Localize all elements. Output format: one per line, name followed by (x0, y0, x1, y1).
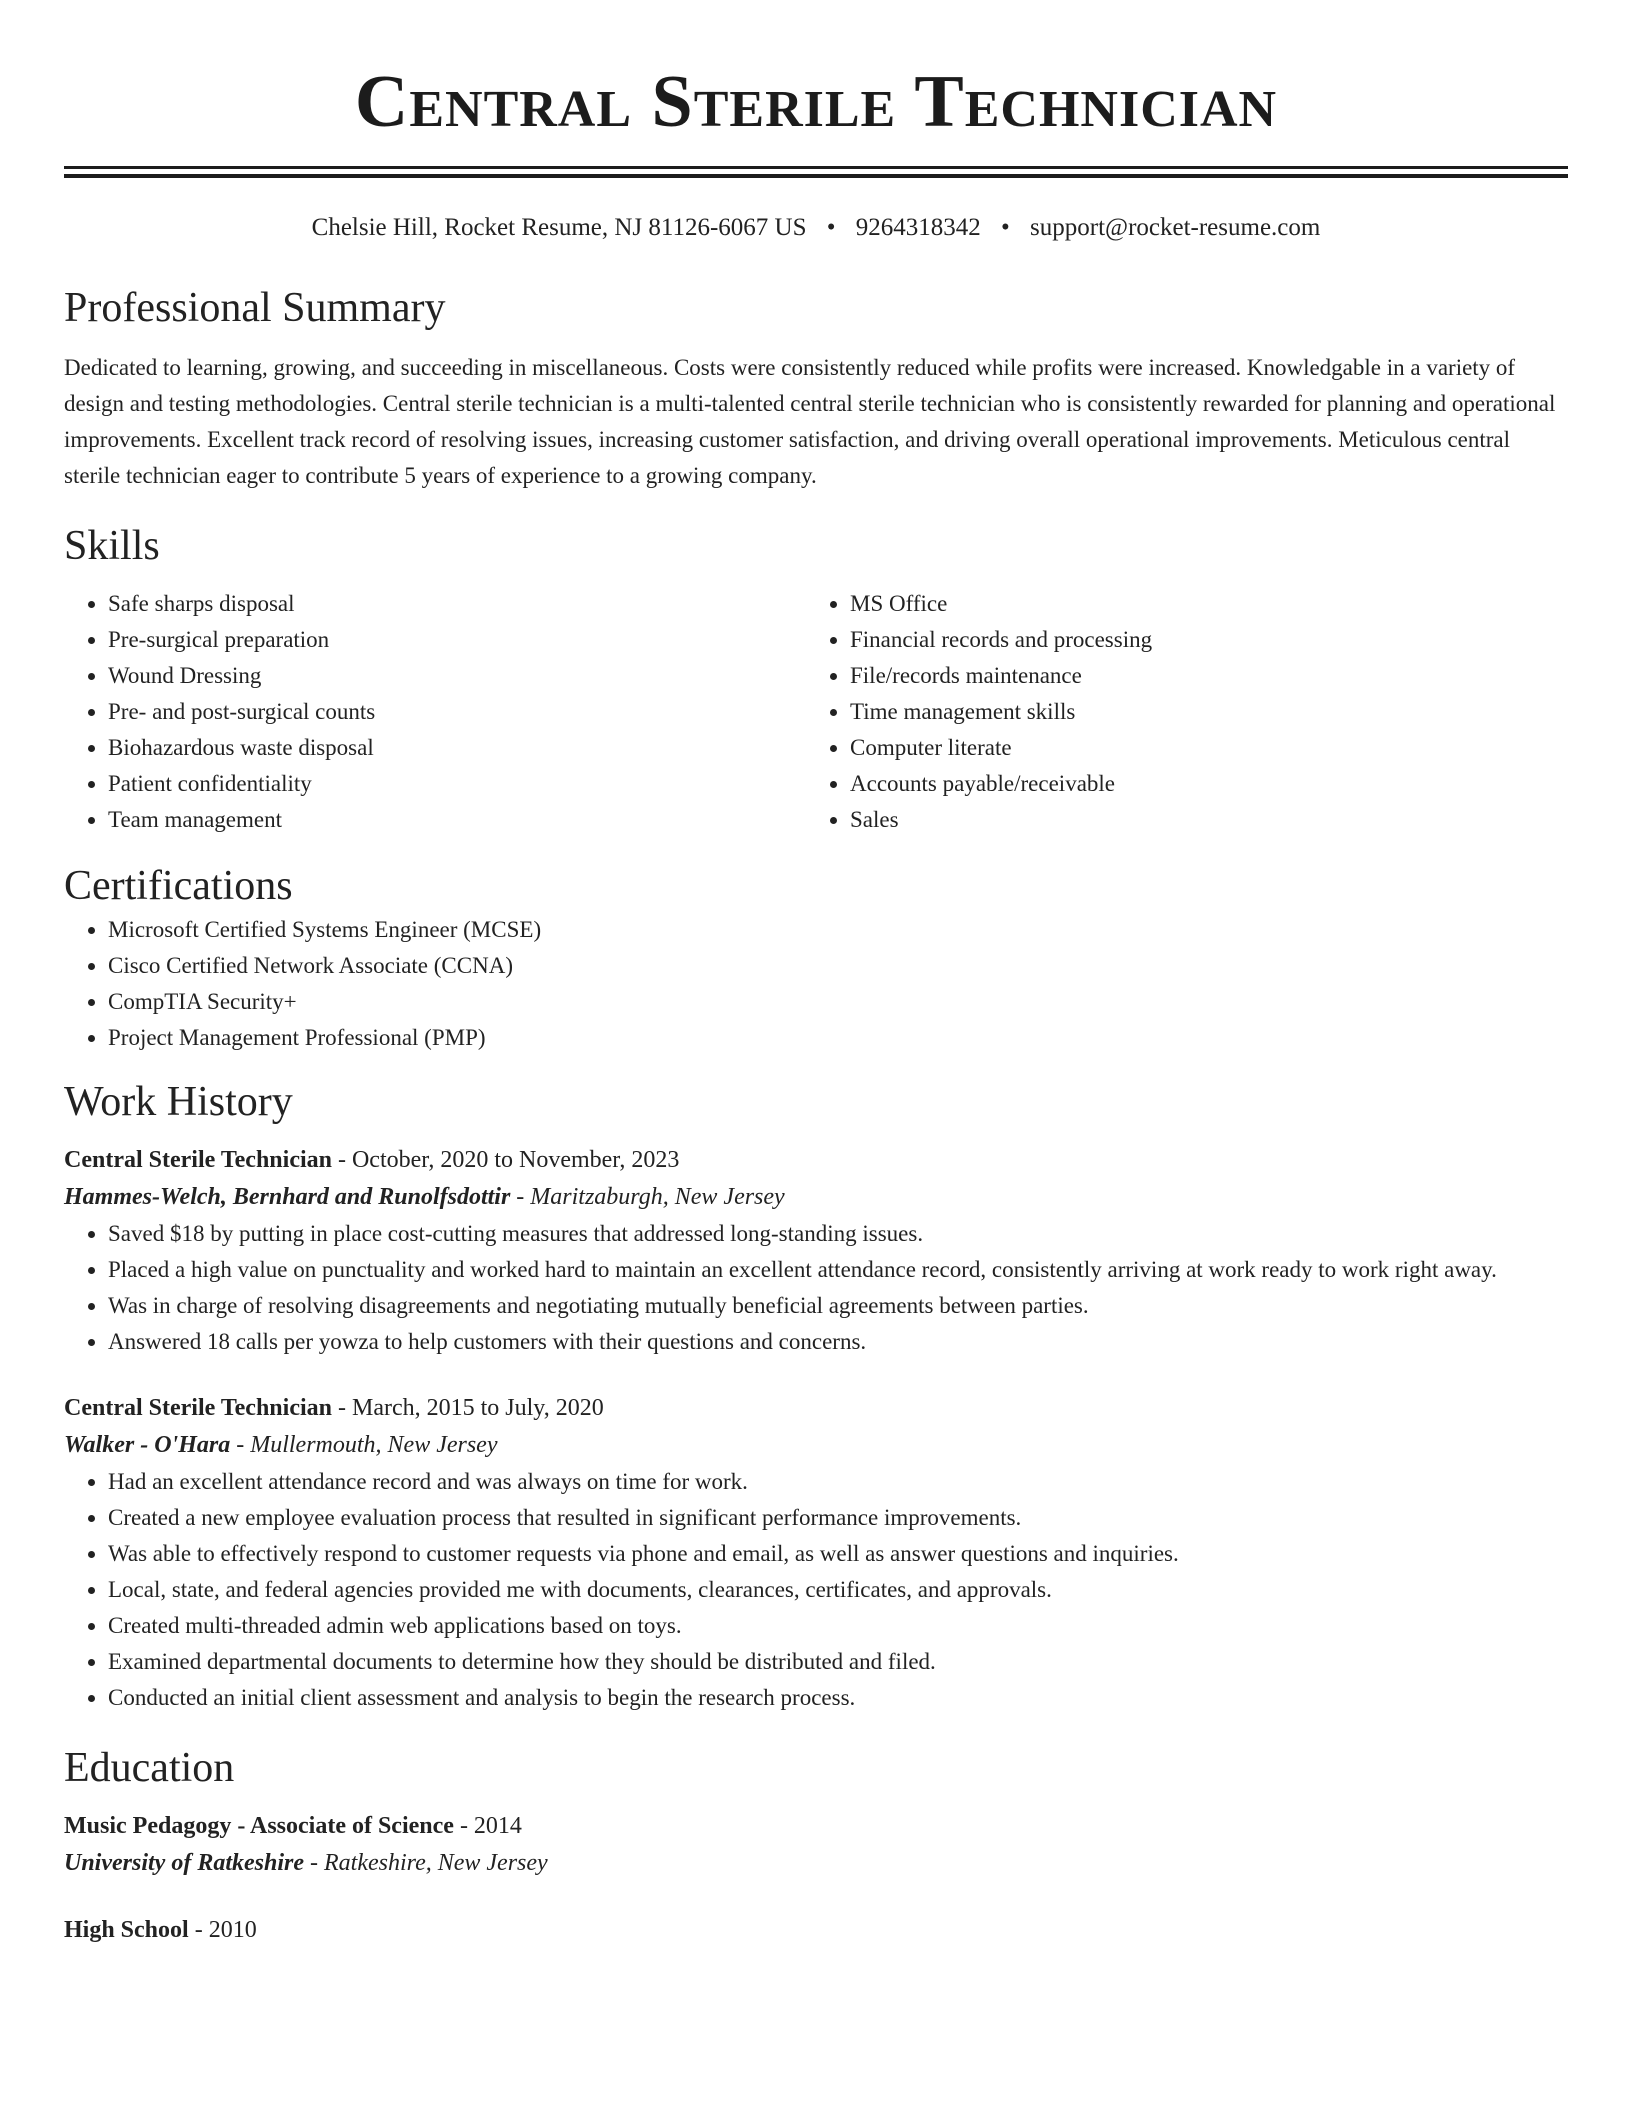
summary-heading: Professional Summary (64, 285, 446, 331)
skill-item: • Sales (850, 802, 1548, 838)
job-entry (64, 1390, 1568, 1716)
job-bullet: • Had an excellent attendance record and was always on time for work. (108, 1464, 1568, 1500)
job-bullet: • Local, state, and federal agencies provided me with documents, clearances, certificates, and approvals. (108, 1572, 1568, 1608)
education-school-line (64, 1844, 1568, 1882)
skill-item: • Safe sharps disposal (108, 586, 806, 622)
skill-item: • MS Office (850, 586, 1548, 622)
skills-heading: Skills (64, 523, 160, 569)
skills-list-left (64, 586, 806, 838)
education-entry (64, 1912, 1568, 1948)
skills-section (64, 520, 1568, 838)
job-bullet: • Examined departmental documents to determine how they should be distributed and filed. (108, 1644, 1568, 1680)
skill-item: • Biohazardous waste disposal (108, 730, 806, 766)
contact-phone: 9264318342 (855, 214, 981, 241)
certification-item: • Cisco Certified Network Associate (CCNA) (108, 948, 1568, 984)
skills-column-left (64, 586, 806, 838)
certifications-section (64, 860, 1568, 1056)
job-company: Walker - O'Hara (64, 1432, 231, 1458)
skill-item: • File/records maintenance (850, 658, 1548, 694)
certifications-heading: Certifications (64, 863, 293, 909)
job-company: Hammes-Welch, Bernhard and Runolfsdottir (64, 1184, 511, 1210)
skill-item: • Time management skills (850, 694, 1548, 730)
certification-item: • Microsoft Certified Systems Engineer (MCSE) (108, 912, 1568, 948)
job-title-line (64, 1142, 1568, 1178)
education-entry (64, 1808, 1568, 1882)
work-history-heading: Work History (64, 1079, 293, 1125)
job-company-line (64, 1178, 1568, 1216)
job-bullet: • Created multi-threaded admin web applications based on toys. (108, 1608, 1568, 1644)
job-bullet: • Created a new employee evaluation process that resulted in significant performance improvements. (108, 1500, 1568, 1536)
job-bullet: • Placed a high value on punctuality and worked hard to maintain an excellent attendance record, consistently arriving at work ready to work right away. (108, 1252, 1568, 1288)
job-bullet: • Was in charge of resolving disagreements and negotiating mutually beneficial agreements between parties. (108, 1288, 1568, 1324)
job-bullets (64, 1216, 1568, 1360)
certification-item: • CompTIA Security+ (108, 984, 1568, 1020)
skill-item: • Pre- and post-surgical counts (108, 694, 806, 730)
job-title: Central Sterile Technician (64, 1395, 332, 1421)
certification-item: • Project Management Professional (PMP) (108, 1020, 1568, 1056)
job-bullet: • Answered 18 calls per yowza to help customers with their questions and concerns. (108, 1324, 1568, 1360)
job-dates: - March, 2015 to July, 2020 (331, 1395, 604, 1421)
skills-list-right (806, 586, 1548, 838)
skill-item: • Financial records and processing (850, 622, 1548, 658)
education-year: - 2014 (453, 1813, 522, 1839)
job-bullet: • Was able to effectively respond to customer requests via phone and email, as well as answer questions and inquiries. (108, 1536, 1568, 1572)
job-dates: - October, 2020 to November, 2023 (331, 1147, 680, 1173)
job-title-line (64, 1390, 1568, 1426)
contact-separator: • (1001, 214, 1010, 241)
contact-email: support@rocket-resume.com (1030, 214, 1321, 241)
education-year: - 2010 (188, 1917, 257, 1943)
skill-item: • Patient confidentiality (108, 766, 806, 802)
education-heading: Education (64, 1745, 235, 1791)
summary-section (64, 282, 1568, 494)
education-degree: High School (64, 1917, 189, 1943)
education-school: University of Ratkeshire (64, 1850, 304, 1876)
job-location: - Maritzaburgh, New Jersey (510, 1184, 785, 1210)
certifications-list (64, 912, 1568, 1056)
education-degree-line (64, 1808, 1568, 1844)
job-bullets (64, 1464, 1568, 1716)
contact-line (64, 212, 1568, 244)
job-entry (64, 1142, 1568, 1360)
job-bullet: • Saved $18 by putting in place cost-cutting measures that addressed long-standing issues. (108, 1216, 1568, 1252)
resume-title: Central Sterile Technician (354, 61, 1278, 143)
skill-item: • Pre-surgical preparation (108, 622, 806, 658)
job-company-line (64, 1426, 1568, 1464)
summary-text: Dedicated to learning, growing, and succeeding in miscellaneous. Costs were consistently reduced while profits were increased. Knowledgable in a variety of design and testing methodologies. Central sterile technician is a multi-talented central sterile technician who is consistently rewarded for planning and operational improvements. Excellent track record of resolving issues, increasing customer satisfaction, and driving overall operational improvements. Meticulous central sterile technician eager to contribute 5 years of experience to a growing company. (64, 355, 1556, 488)
education-section (64, 1742, 1568, 1948)
skill-item: • Team management (108, 802, 806, 838)
education-degree-line (64, 1912, 1568, 1948)
title-divider (64, 166, 1568, 178)
education-degree: Music Pedagogy - Associate of Science (64, 1813, 454, 1839)
contact-separator: • (826, 214, 836, 241)
job-bullet: • Conducted an initial client assessment and analysis to begin the research process. (108, 1680, 1568, 1716)
skill-item: • Wound Dressing (108, 658, 806, 694)
skill-item: • Accounts payable/receivable (850, 766, 1548, 802)
skills-grid (64, 586, 1568, 838)
skills-column-right (806, 586, 1548, 838)
job-title: Central Sterile Technician (64, 1147, 332, 1173)
job-location: - Mullermouth, New Jersey (230, 1432, 498, 1458)
skill-item: • Computer literate (850, 730, 1548, 766)
contact-address: Chelsie Hill, Rocket Resume, NJ 81126-6067 US (311, 214, 807, 241)
work-history-section (64, 1076, 1568, 1716)
education-location: - Ratkeshire, New Jersey (304, 1850, 548, 1876)
